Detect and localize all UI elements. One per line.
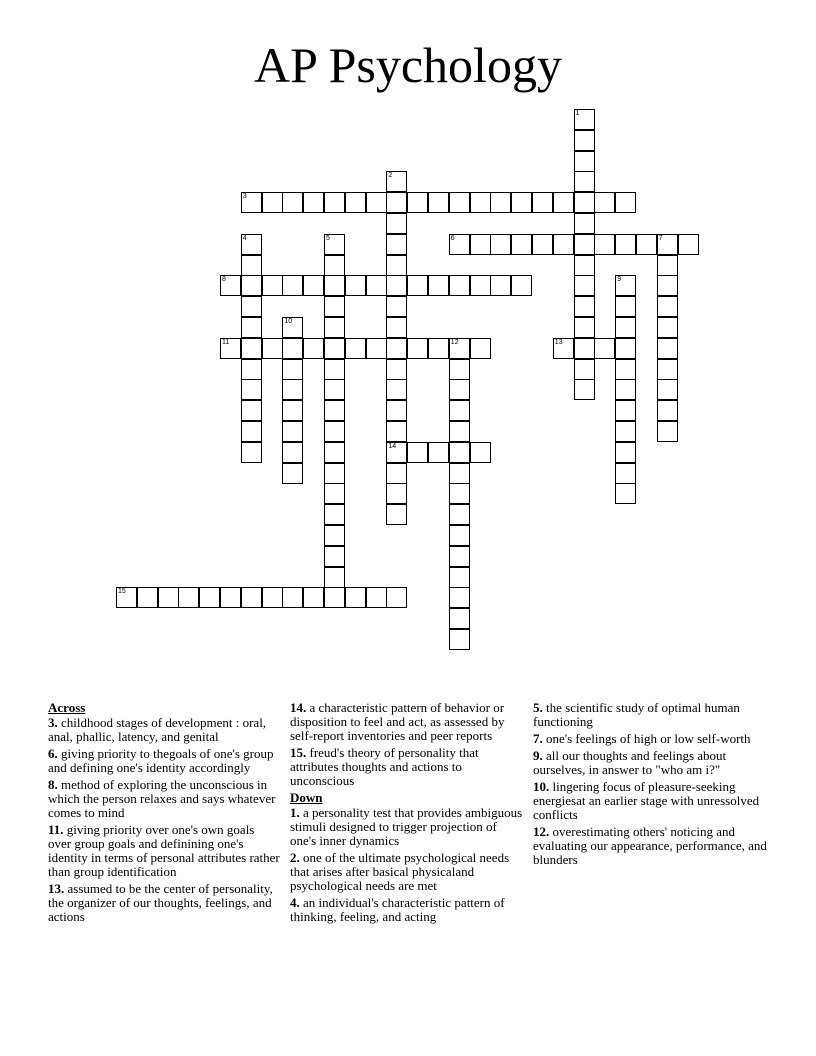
grid-cell[interactable] [386,255,407,276]
grid-cell[interactable] [386,234,407,255]
grid-cell[interactable] [262,338,283,359]
grid-cell[interactable] [366,192,387,213]
grid-cell[interactable] [574,109,595,130]
grid-cell[interactable] [324,379,345,400]
grid-cell[interactable] [282,400,303,421]
grid-cell[interactable] [241,587,262,608]
clue-number: 8 [222,276,226,284]
grid-cell[interactable] [511,234,532,255]
grid-cell[interactable] [470,234,491,255]
grid-cell[interactable] [470,192,491,213]
grid-cell[interactable] [345,587,366,608]
grid-cell[interactable] [574,296,595,317]
grid-cell[interactable] [241,379,262,400]
grid-cell[interactable] [199,587,220,608]
clue-down-12: 12. overestimating others' noticing and evaluating our appearance, performance, and blunders [533,824,767,867]
clue-down-5: 5. the scientific study of optimal human functioning [533,700,740,729]
grid-cell[interactable] [282,379,303,400]
grid-cell[interactable] [324,567,345,588]
grid-cell[interactable] [324,463,345,484]
grid-cell[interactable] [553,192,574,213]
grid-cell[interactable] [449,442,470,463]
grid-cell[interactable] [324,546,345,567]
grid-cell[interactable] [615,442,636,463]
grid-cell[interactable] [615,463,636,484]
grid-cell[interactable] [241,400,262,421]
grid-cell[interactable] [386,379,407,400]
grid-cell[interactable] [449,359,470,380]
grid-cell[interactable] [553,338,574,359]
clue-across-6: 6. giving priority to thegoals of one's group and defining one's identity accordingly [48,746,274,775]
clue-down-9: 9. all our thoughts and feelings about ourselves, in answer to "who am i?" [533,748,727,777]
grid-cell[interactable] [324,296,345,317]
grid-cell[interactable] [615,192,636,213]
clues-column-1 [48,701,280,927]
clue-number: 11 [222,338,230,346]
grid-cell[interactable] [574,171,595,192]
clue-number: 4 [242,234,247,242]
grid-cell[interactable] [282,192,303,213]
grid-cell[interactable] [449,587,470,608]
clue-across-8: 8. method of exploring the unconscious in which the person relaxes and says whatever comes to mind [48,777,276,820]
grid-cell[interactable] [407,275,428,296]
grid-cell[interactable] [241,338,262,359]
grid-cell[interactable] [303,587,324,608]
grid-cell[interactable] [345,338,366,359]
grid-cell[interactable] [449,567,470,588]
grid-cell[interactable] [615,296,636,317]
clue-across-13: 13. assumed to be the center of personality, the organizer of our thoughts, feelings, and actions [48,881,273,924]
grid-cell[interactable] [657,359,678,380]
across-heading: Across [48,700,86,715]
grid-cell[interactable] [574,317,595,338]
grid-cell[interactable] [657,338,678,359]
grid-cell[interactable] [386,421,407,442]
grid-cell[interactable] [449,546,470,567]
grid-cell[interactable] [241,234,262,255]
clues-column-2 [290,701,524,927]
grid-cell[interactable] [262,275,283,296]
page-title: AP Psychology [254,37,562,93]
grid-cell[interactable] [511,192,532,213]
grid-cell[interactable] [449,192,470,213]
grid-cell[interactable] [282,317,303,338]
grid-cell[interactable] [241,317,262,338]
grid-cell[interactable] [594,338,615,359]
grid-cell[interactable] [324,421,345,442]
clue-down-1: 1. a personality test that provides ambiguous stimuli designed to trigger projection of one's inner dynamics [290,805,523,848]
grid-cell[interactable] [470,442,491,463]
grid-cell[interactable] [386,587,407,608]
grid-cell[interactable] [574,359,595,380]
grid-cell[interactable] [636,234,657,255]
grid-cell[interactable] [594,192,615,213]
grid-cell[interactable] [470,275,491,296]
clue-down-4: 4. an individual's characteristic pattern of thinking, feeling, and acting [290,895,505,924]
grid-cell[interactable] [386,504,407,525]
grid-cell[interactable] [490,234,511,255]
clue-across-14: 14. a characteristic pattern of behavior or disposition to feel and act, as assessed by self-report inventories and peer reports [290,700,505,743]
grid-cell[interactable] [615,379,636,400]
grid-cell[interactable] [657,379,678,400]
grid-cell[interactable] [657,421,678,442]
grid-cell[interactable] [574,151,595,172]
grid-cell[interactable] [511,275,532,296]
grid-cell[interactable] [449,608,470,629]
grid-cell[interactable] [574,255,595,276]
grid-cell[interactable] [574,275,595,296]
grid-cell[interactable] [282,359,303,380]
down-heading: Down [290,790,323,805]
grid-cell[interactable] [449,525,470,546]
grid-cell[interactable] [449,338,470,359]
grid-cell[interactable] [241,421,262,442]
grid-cell[interactable] [282,338,303,359]
grid-cell[interactable] [574,338,595,359]
grid-cell[interactable] [386,442,407,463]
grid-cell[interactable] [449,275,470,296]
clue-number: 5 [326,234,330,242]
grid-cell[interactable] [386,338,407,359]
grid-cell[interactable] [449,483,470,504]
clue-number: 13 [554,338,563,346]
grid-cell[interactable] [657,296,678,317]
clue-across-3: 3. childhood stages of development : oral, anal, phallic, latency, and genital [48,715,267,744]
grid-cell[interactable] [366,338,387,359]
clue-number: 9 [617,276,622,284]
grid-cell[interactable] [324,234,345,255]
grid-cell[interactable] [449,629,470,650]
grid-cell[interactable] [116,587,137,608]
grid-cell[interactable] [449,421,470,442]
grid-cell[interactable] [366,587,387,608]
grid-cell[interactable] [386,171,407,192]
grid-cell[interactable] [324,317,345,338]
grid-cell[interactable] [594,234,615,255]
grid-cell[interactable] [137,587,158,608]
grid-cell[interactable] [615,359,636,380]
grid-cell[interactable] [241,275,262,296]
grid-cell[interactable] [324,359,345,380]
grid-cell[interactable] [574,379,595,400]
grid-cell[interactable] [303,338,324,359]
grid-cell[interactable] [407,338,428,359]
grid-cell[interactable] [615,483,636,504]
grid-cell[interactable] [241,359,262,380]
grid-cell[interactable] [386,192,407,213]
clue-across-11: 11. giving priority over one's own goals over group goals and definining one's identity in terms of personal attributes rather than group identification [48,822,280,879]
grid-cell[interactable] [574,192,595,213]
grid-cell[interactable] [657,255,678,276]
clue-number: 12 [450,338,459,346]
grid-cell[interactable] [574,234,595,255]
grid-cell[interactable] [282,463,303,484]
grid-cell[interactable] [657,317,678,338]
grid-cell[interactable] [615,234,636,255]
grid-cell[interactable] [386,359,407,380]
grid-cell[interactable] [615,400,636,421]
grid-cell[interactable] [386,483,407,504]
grid-cell[interactable] [490,275,511,296]
grid-cell[interactable] [428,338,449,359]
grid-cell[interactable] [324,192,345,213]
grid-cell[interactable] [178,587,199,608]
grid-cell[interactable] [574,213,595,234]
grid-cell[interactable] [303,192,324,213]
grid-cell[interactable] [158,587,179,608]
grid-cell[interactable] [386,400,407,421]
grid-cell[interactable] [262,192,283,213]
grid-cell[interactable] [282,421,303,442]
grid-cell[interactable] [449,379,470,400]
grid-cell[interactable] [241,255,262,276]
grid-cell[interactable] [532,234,553,255]
clue-down-2: 2. one of the ultimate psychological needs that arises after basical physicaland psychological needs are met [290,850,510,893]
grid-cell[interactable] [449,463,470,484]
grid-cell[interactable] [282,442,303,463]
grid-cell[interactable] [345,192,366,213]
grid-cell[interactable] [657,400,678,421]
grid-cell[interactable] [678,234,699,255]
clue-number: 7 [658,234,663,242]
grid-cell[interactable] [428,442,449,463]
grid-cell[interactable] [366,275,387,296]
grid-cell[interactable] [449,234,470,255]
grid-cell[interactable] [490,192,511,213]
grid-cell[interactable] [345,275,366,296]
grid-cell[interactable] [262,587,283,608]
grid-cell[interactable] [241,192,262,213]
grid-cell[interactable] [386,296,407,317]
grid-cell[interactable] [324,442,345,463]
grid-cell[interactable] [386,317,407,338]
grid-cell[interactable] [657,275,678,296]
grid-cell[interactable] [615,338,636,359]
grid-cell[interactable] [324,587,345,608]
grid-cell[interactable] [657,234,678,255]
grid-cell[interactable] [532,192,553,213]
clue-number: 10 [284,318,293,325]
grid-cell[interactable] [324,483,345,504]
grid-cell[interactable] [241,296,262,317]
clue-number: 15 [118,588,126,596]
grid-cell[interactable] [407,192,428,213]
grid-cell[interactable] [553,234,574,255]
grid-cell[interactable] [615,421,636,442]
clue-number: 2 [388,172,393,180]
grid-cell[interactable] [324,504,345,525]
grid-cell[interactable] [428,275,449,296]
grid-cell[interactable] [574,130,595,151]
grid-cell[interactable] [282,587,303,608]
grid-cell[interactable] [324,338,345,359]
clue-number: 3 [242,193,247,201]
clue-down-10: 10. lingering focus of pleasure-seeking energiesat an earlier stage with unressolved conflicts [533,779,760,822]
grid-cell[interactable] [324,255,345,276]
clue-number: 1 [575,110,580,117]
grid-cell[interactable] [615,275,636,296]
grid-cell[interactable] [449,504,470,525]
grid-cell[interactable] [303,275,324,296]
clues-column-3 [533,701,769,870]
grid-cell[interactable] [220,275,241,296]
grid-cell[interactable] [324,400,345,421]
grid-cell[interactable] [407,442,428,463]
grid-cell[interactable] [449,400,470,421]
clue-down-7: 7. one's feelings of high or low self-worth [533,731,751,746]
grid-cell[interactable] [324,525,345,546]
grid-cell[interactable] [470,338,491,359]
grid-cell[interactable] [615,317,636,338]
grid-cell[interactable] [386,213,407,234]
grid-cell[interactable] [386,463,407,484]
clue-across-15: 15. freud's theory of personality that attributes thoughts and actions to unconscious [290,745,479,788]
grid-cell[interactable] [324,275,345,296]
grid-cell[interactable] [282,275,303,296]
grid-cell[interactable] [386,275,407,296]
grid-cell[interactable] [220,587,241,608]
clue-number: 14 [388,442,397,450]
grid-cell[interactable] [220,338,241,359]
grid-cell[interactable] [241,442,262,463]
grid-cell[interactable] [428,192,449,213]
clue-number: 6 [450,234,455,242]
